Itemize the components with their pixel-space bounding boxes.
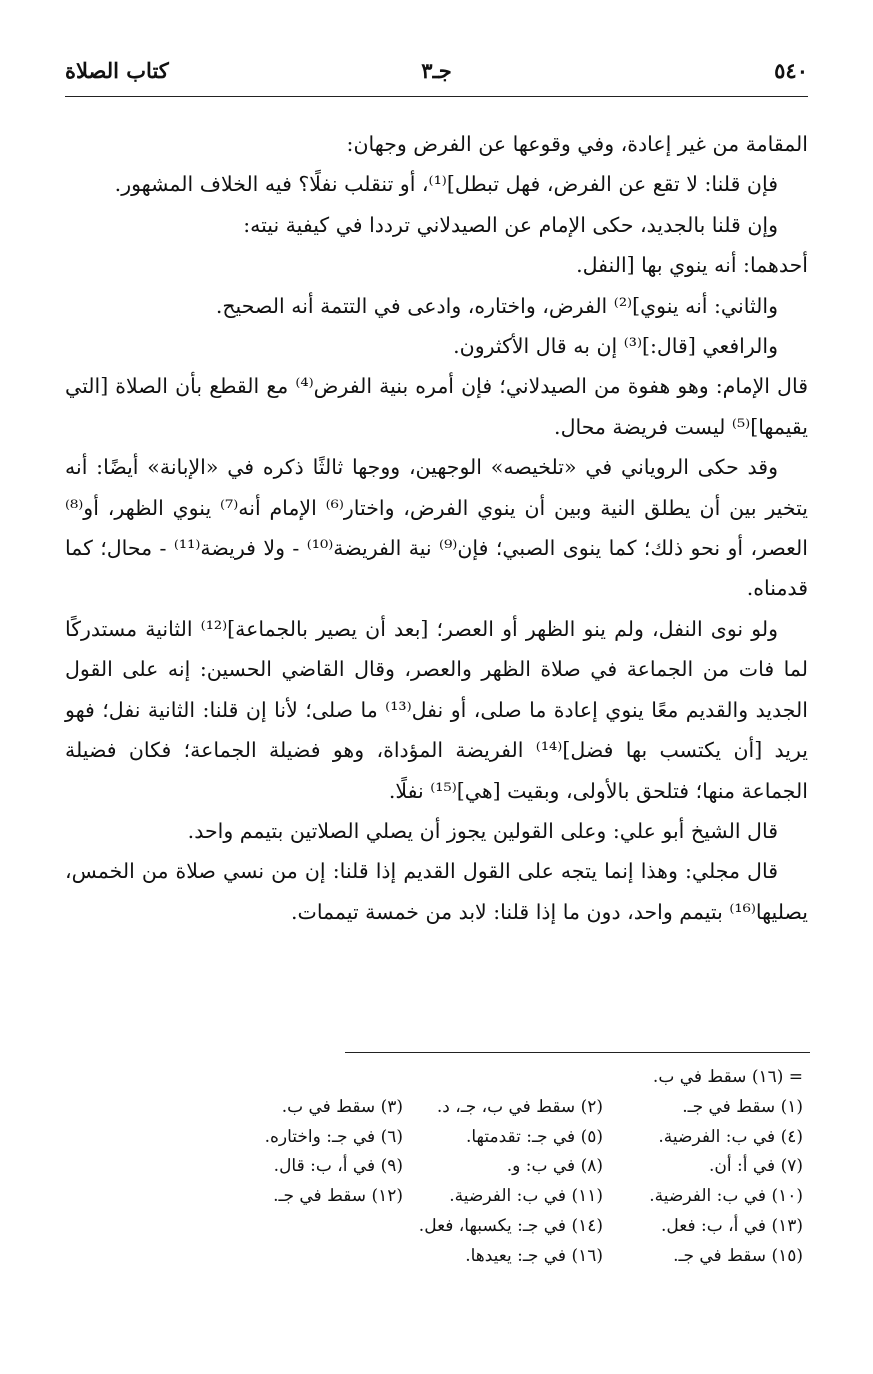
running-header (65, 58, 808, 90)
header-rule (65, 96, 808, 97)
footnotes (65, 1063, 808, 1272)
footnote: (٩) في أ، ب: قال. (273, 1156, 403, 1177)
paragraph: والرافعي [قال:]⁽³⁾ إن به قال الأكثرون. (453, 334, 778, 359)
footnote-rule (345, 1052, 810, 1053)
footnote: (٦) في جـ: واختاره. (264, 1126, 403, 1147)
footnote: (٤) في ب: الفرضية. (658, 1126, 803, 1147)
footnote: (١١) في ب: الفرضية. (449, 1186, 603, 1207)
footnote-continuation: = (١٦) سقط في ب. (652, 1067, 803, 1087)
footnote: (١٣) في أ، ب: فعل. (661, 1215, 803, 1236)
footnote: (١٤) في جـ: يكسبها، فعل. (418, 1215, 603, 1236)
footnote: (١٠) في ب: الفرضية. (649, 1186, 803, 1207)
volume-label: جـ٣ (421, 58, 452, 83)
footnote-row (65, 1152, 808, 1182)
paragraph: فإن قلنا: لا تقع عن الفرض، فهل تبطل]⁽¹⁾، أو تنقلب نفلًا؟ فيه الخلاف المشهور. (114, 172, 778, 197)
footnote (203, 1242, 403, 1272)
paragraph: قال مجلي: وهذا إنما يتجه على القول القديم إذا قلنا: إن من نسي صلاة من الخمس، يصليها⁽¹⁶⁾ بتيمم واحد، دون ما إذا قلنا: لابد من خمسة تيممات. (65, 859, 808, 924)
page-number: ٥٤٠ (774, 58, 808, 83)
footnote: (١٦) في جـ: يعيدها. (465, 1245, 603, 1266)
footnote: (١) سقط في جـ. (682, 1096, 803, 1117)
paragraph: قال الشيخ أبو علي: وعلى القولين يجوز أن يصلي الصلاتين بتيمم واحد. (187, 818, 778, 843)
book-title: كتاب الصلاة (65, 58, 169, 83)
footnote-row (65, 1093, 808, 1123)
paragraph: ولو نوى النفل، ولم ينو الظهر أو العصر؛ [بعد أن يصير بالجماعة]⁽¹²⁾ الثانية مستدركًا لما فات من الجماعة في صلاة الظهر والعصر، وقال القاضي الحسين: إنه على القول الجديد والقديم معًا ينوي إعادة ما صلى، أو نفل⁽¹³⁾ ما صلى؛ لأنا إن قلنا: الثانية نفل؛ فهو يريد [أن يكتسب بها فضل]⁽¹⁴⁾ الفريضة المؤداة، وهو فضيلة الجماعة؛ فكان فضيلة الجماعة منها؛ فتلحق بالأولى، وبقيت [هي]⁽¹⁵⁾ نفلًا. (65, 616, 809, 803)
footnote: (١٥) سقط في جـ. (673, 1245, 803, 1266)
footnote-row (65, 1212, 808, 1242)
footnote: (٢) سقط في ب، جـ، د. (436, 1096, 603, 1117)
footnote-row (65, 1242, 808, 1272)
footnote-row (65, 1123, 808, 1153)
footnote (203, 1212, 403, 1242)
footnote: (٨) في ب: و. (506, 1156, 603, 1177)
footnote-row (65, 1182, 808, 1212)
footnote: (٣) سقط في ب. (281, 1096, 403, 1117)
footnote: (٧) في أ: أن. (709, 1156, 803, 1177)
paragraph: وإن قلنا بالجديد، حكى الإمام عن الصيدلاني ترددا في كيفية نيته: (243, 212, 778, 237)
paragraph: والثاني: أنه ينوي]⁽²⁾ الفرض، واختاره، وادعى في التتمة أنه الصحيح. (215, 293, 778, 318)
paragraph: وقد حكى الروياني في «تلخيصه» الوجهين، ووجها ثالثًا ذكره في «الإبانة» أيضًا: أنه يتخير بين أن يطلق النية وبين أن ينوي الفرض، واختار⁽⁶⁾ الإمام أنه⁽⁷⁾ ينوي الظهر، أو⁽⁸⁾ العصر، أو نحو ذلك؛ كما ينوى الصبي؛ فإن⁽⁹⁾ نية الفريضة⁽¹⁰⁾ - ولا فريضة⁽¹¹⁾ - محال؛ كما قدمناه. (65, 455, 808, 601)
footnote: (١٢) سقط في جـ. (273, 1186, 403, 1207)
paragraph: قال الإمام: وهو هفوة من الصيدلاني؛ فإن أمره بنية الفرض⁽⁴⁾ مع القطع بأن الصلاة [التي يقيمها]⁽⁵⁾ ليست فريضة محال. (65, 374, 808, 439)
paragraph: أحدهما: أنه ينوي بها [النفل. (576, 253, 808, 278)
paragraph: المقامة من غير إعادة، وفي وقوعها عن الفرض وجهان: (346, 132, 808, 156)
main-text (65, 124, 808, 932)
footnote: (٥) في جـ: تقدمتها. (465, 1126, 603, 1147)
